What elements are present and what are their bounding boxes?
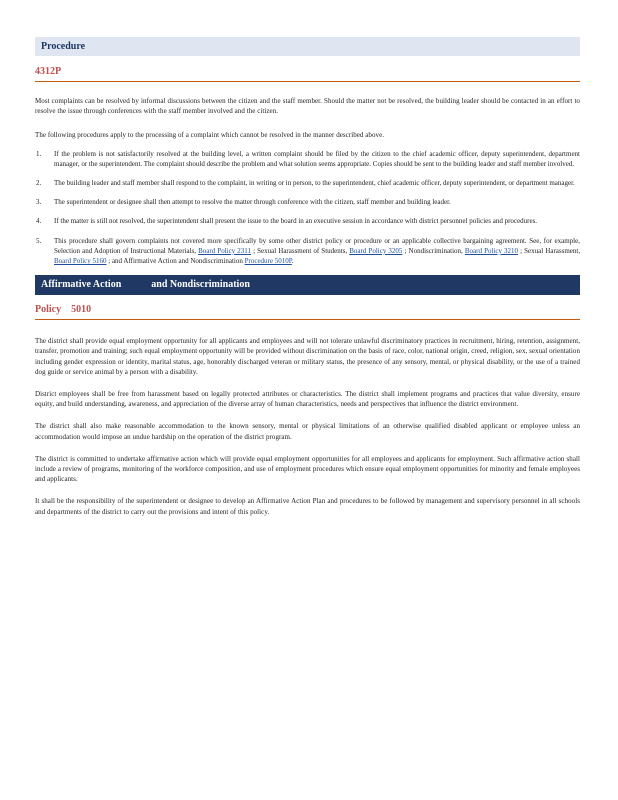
link-board-policy-3205[interactable]: Board Policy 3205 — [349, 246, 403, 255]
intro-paragraph: Most complaints can be resolved by informal discussions between the citizen and the staff member. Should the matter not be resolved, the building leader should be contacted in an effort to resolve the issue through conferences with the staff member involved and the citizen. — [35, 97, 580, 116]
policy-body — [35, 336, 580, 517]
policy-paragraph: The district shall provide equal employment opportunity for all applicants and employees and will not tolerate unlawful discriminatory practices in recruitment, hiring, retention, assignment, transfer, promotion and training; such equal employment opportunity will be provided without discrimination on the basis of race, color, national origin, creed, religion, sex, sexual orientation including gender expression or identity, marital status, age, honorably discharged veteran or military status, the presence of any sensory, mental, or physical disability, or the use of a trained dog guide or service animal by a person with a disability. — [35, 337, 580, 376]
policy-paragraph: District employees shall be free from harassment based on legally protected attributes or characteristics. The district shall implement programs and practices that value diversity, ensure equity, and build understanding, awareness, and appreciation of the diverse array of human characteristics, needs and perspectives that influence the district environment. — [35, 390, 580, 409]
policy-paragraph: The district shall also make reasonable accommodation to the known sensory, mental or physical limitations of an otherwise qualified disabled applicant or employee unless an accommodation would impose an undue hardship on the operation of the district program. — [35, 422, 580, 441]
policy-paragraph: The district is committed to undertake affirmative action which will provide equal employment opportunities for all employees and applicants for employment. Such affirmative action shall include a review of programs, monitoring of the workforce composition, and use of employment procedures which ensure equal employment opportunities for minority and female employees and applicants. — [35, 454, 580, 484]
section-band-procedure — [35, 37, 580, 56]
section-rule — [35, 319, 580, 320]
link-board-policy-5160[interactable]: Board Policy 5160 — [54, 257, 107, 266]
link-board-policy-3210[interactable]: Board Policy 3210 — [464, 246, 519, 255]
lead-in-paragraph: The following procedures apply to the processing of a complaint which cannot be resolved in the manner described above. — [35, 131, 385, 140]
document-page — [35, 37, 580, 517]
band-title-right: and Nondiscrimination — [151, 279, 250, 291]
procedure-step: 5. This procedure shall govern complaints not covered more specifically by some other district policy or procedure or an applicable collective bargaining agreement. See, for example, Selection and Adoption of Instructional Materials, Board Policy 2311 ; Sexual Harassment of Students, Board Policy 3205 ; Nondiscrimination, Board Policy 3210 ; Sexual Harassment, Board Policy 5160 ; and Affirmative Action and Nondiscrimination Procedure 5010P. — [36, 236, 581, 266]
policy-label: Policy — [35, 304, 62, 316]
band-title-left: Affirmative Action — [41, 279, 122, 291]
policy-number: 5010 — [71, 304, 92, 316]
procedure-steps — [35, 149, 580, 267]
policy-paragraph: It shall be the responsibility of the superintendent or designee to develop an Affirmative Action Plan and procedures to be followed by management and supervisory personnel in all schools and departments of the district to carry out the provisions and intent of this policy. — [35, 497, 580, 516]
procedure-step: 1. If the problem is not satisfactorily resolved at the building level, a written complaint should be filed by the citizen to the chief academic officer, deputy superintendent, department manager, or the superintendent. The complaint should describe the problem and what solution seems appropriate. Copies should be sent to the building leader and staff member involved. — [36, 149, 580, 168]
link-board-policy-2311[interactable]: Board Policy 2311 — [198, 246, 252, 255]
band-title: Procedure — [41, 41, 86, 52]
section-rule — [35, 81, 580, 82]
procedure-step: 2. The building leader and staff member shall respond to the complaint, in writing or in person, to the superintendent, chief academic officer, deputy superintendent, or department manager. — [36, 179, 575, 188]
policy-code — [35, 304, 580, 319]
document-code: 4312P — [35, 66, 62, 77]
link-procedure-5010p[interactable]: Procedure 5010P — [244, 257, 292, 266]
procedure-step: 3. The superintendent or designee shall then attempt to resolve the matter through conference with the citizen, staff member and building leader. — [36, 198, 451, 207]
section-band-affirmative-action — [35, 275, 580, 295]
procedure-step: 4. If the matter is still not resolved, the superintendent shall present the issue to the board in an executive session in accordance with district personnel policies and procedures. — [36, 217, 538, 226]
